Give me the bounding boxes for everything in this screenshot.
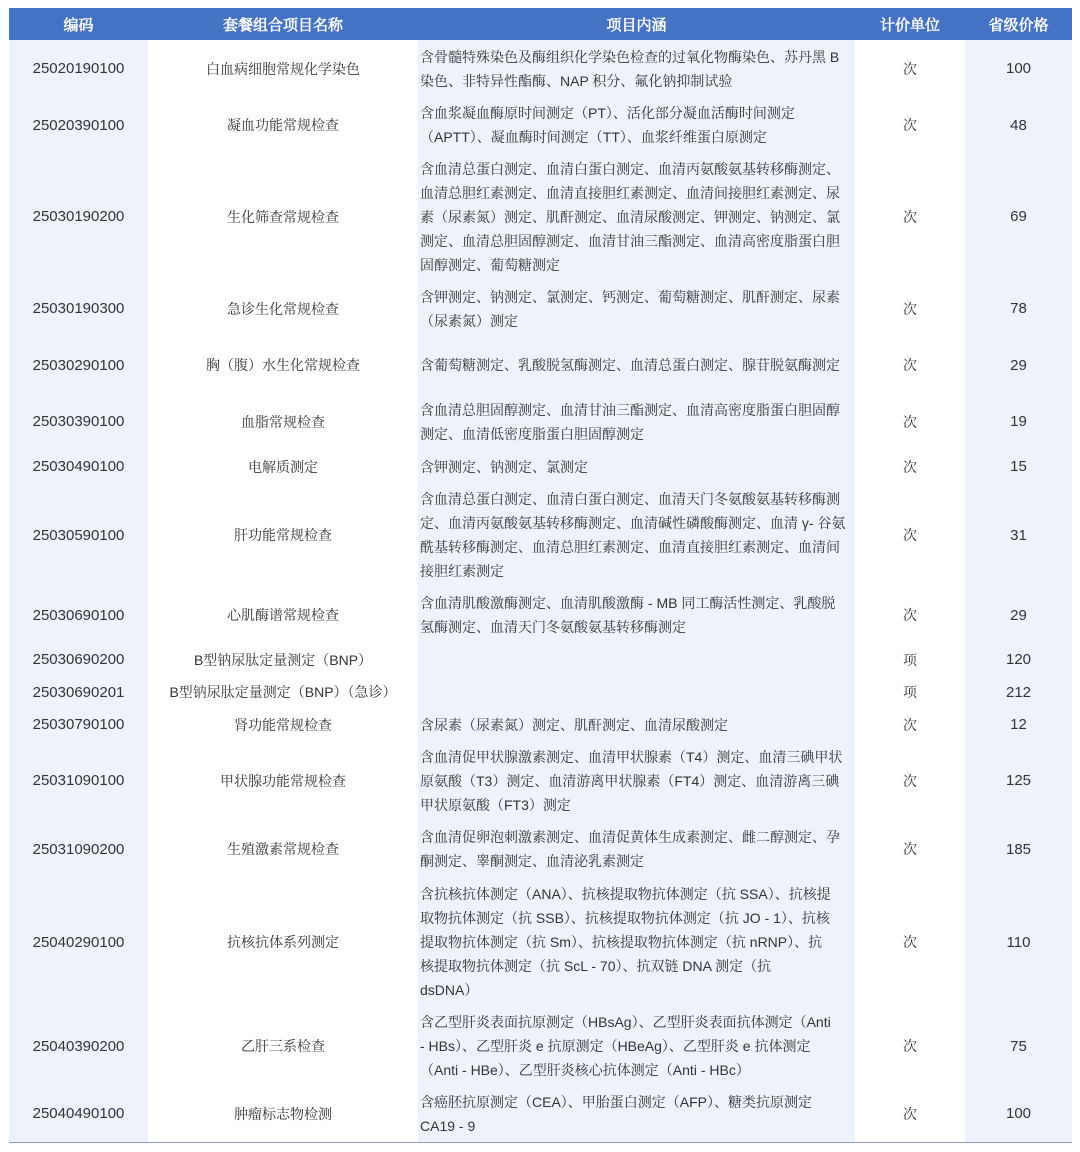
content-line: 含抗核抗体测定（ANA）、抗核提取物抗体测定（抗 SSA）、抗核提: [420, 886, 831, 902]
content-line: 酰基转移酶测定、血清总胆红素测定、血清直接胆红素测定、血清间: [420, 539, 840, 555]
package-name: B型钠尿肽定量测定（BNP）: [148, 643, 418, 676]
pricing-unit: 次: [855, 280, 965, 337]
content-line: 原氨酸（T3）测定、血清游离甲状腺素（FT4）测定、血清游离三碘: [420, 772, 840, 789]
content-line: 含葡萄糖测定、乳酸脱氢酶测定、血清总蛋白测定、腺苷脱氨酶测定: [420, 357, 840, 373]
content-line: 含钾测定、钠测定、氯测定: [420, 458, 588, 475]
pricing-unit: 次: [855, 483, 965, 587]
table-row: [9, 153, 1072, 280]
item-content: [418, 741, 855, 820]
content-line: 含癌胚抗原测定（CEA）、甲胎蛋白测定（AFP）、糖类抗原测定: [420, 1093, 813, 1110]
item-content: [418, 708, 855, 741]
table-row: [9, 97, 1072, 153]
header-content: 项目内涵: [418, 8, 855, 40]
item-code: 25030190200: [9, 153, 148, 280]
content-line: （Anti - HBe）、乙型肝炎核心抗体测定（Anti - HBc）: [420, 1062, 750, 1078]
item-code: 25040390200: [9, 1006, 148, 1086]
item-code: 25030590100: [9, 483, 148, 587]
provincial-price: 48: [965, 97, 1072, 153]
item-content: [418, 97, 855, 153]
package-name: 肝功能常规检查: [148, 483, 418, 587]
table-row: [9, 587, 1072, 643]
header-code: 编码: [9, 8, 148, 40]
pricing-unit: 次: [855, 708, 965, 741]
content-line: 含尿素（尿素氮）测定、肌酐测定、血清尿酸测定: [420, 716, 728, 733]
item-content: [418, 820, 855, 878]
content-line: 含血清总胆固醇测定、血清甘油三酯测定、血清高密度脂蛋白胆固醇: [420, 401, 840, 418]
item-content: [418, 337, 855, 393]
content-line: 含乙型肝炎表面抗原测定（HBsAg）、乙型肝炎表面抗体测定（Anti: [420, 1014, 831, 1030]
item-content: [418, 40, 855, 97]
pricing-unit: 次: [855, 1006, 965, 1086]
item-code: 25030290100: [9, 337, 148, 393]
pricing-unit: 次: [855, 1086, 965, 1142]
content-line: 含钾测定、钠测定、氯测定、钙测定、葡萄糖测定、肌酐测定、尿素: [420, 288, 840, 305]
item-content: [418, 878, 855, 1006]
content-line: 含骨髓特殊染色及酶组织化学染色检查的过氧化物酶染色、苏丹黑 B: [420, 48, 840, 65]
provincial-price: 75: [965, 1006, 1072, 1086]
content-line: 核提取物抗体测定（抗 ScL - 70）、抗双链 DNA 测定（抗: [420, 958, 772, 974]
item-code: 25040490100: [9, 1086, 148, 1142]
package-name: 心肌酶谱常规检查: [148, 587, 418, 643]
provincial-price: 31: [965, 483, 1072, 587]
item-code: 25020390100: [9, 97, 148, 153]
table-row: [9, 1006, 1072, 1086]
item-code: 25030690200: [9, 643, 148, 676]
package-name: B型钠尿肽定量测定（BNP）（急诊）: [148, 676, 418, 708]
pricing-unit: 次: [855, 153, 965, 280]
table-row: [9, 1086, 1072, 1142]
table-row: [9, 708, 1072, 741]
content-line: 含血清肌酸激酶测定、血清肌酸激酶 - MB 同工酶活性测定、乳酸脱: [420, 595, 836, 611]
table-header-row: [9, 8, 1072, 40]
item-content: [418, 1086, 855, 1142]
content-line: 血清总胆红素测定、血清直接胆红素测定、血清间接胆红素测定、尿: [420, 184, 840, 201]
table-row: [9, 450, 1072, 483]
content-line: 取物抗体测定（抗 SSB）、抗核提取物抗体测定（抗 JO - 1）、抗核: [420, 910, 830, 926]
item-code: 25030390100: [9, 393, 148, 450]
package-name: 肾功能常规检查: [148, 708, 418, 741]
content-line: - HBs）、乙型肝炎 e 抗原测定（HBeAg）、乙型肝炎 e 抗体测定: [420, 1038, 811, 1054]
header-unit: 计价单位: [855, 8, 965, 40]
content-line: CA19 - 9: [420, 1117, 476, 1134]
package-name: 生殖激素常规检查: [148, 820, 418, 878]
table-row: [9, 741, 1072, 820]
header-package-name: 套餐组合项目名称: [148, 8, 418, 40]
provincial-price: 125: [965, 741, 1072, 820]
content-line: 固醇测定、葡萄糖测定: [420, 256, 560, 273]
pricing-unit: 次: [855, 393, 965, 450]
price-table: [9, 8, 1072, 1143]
package-name: 急诊生化常规检查: [148, 280, 418, 337]
package-name: 抗核抗体系列测定: [148, 878, 418, 1006]
content-line: dsDNA）: [420, 982, 479, 998]
item-code: 25020190100: [9, 40, 148, 97]
item-code: 25031090100: [9, 741, 148, 820]
item-content: [418, 450, 855, 483]
content-line: 含血浆凝血酶原时间测定（PT）、活化部分凝血活酶时间测定: [420, 105, 795, 121]
content-line: 甲状原氨酸（FT3）测定: [420, 796, 571, 813]
table-row: [9, 337, 1072, 393]
content-line: （APTT）、凝血酶时间测定（TT）、血浆纤维蛋白原测定: [420, 129, 767, 145]
item-content: [418, 643, 855, 676]
content-line: 氢酶测定、血清天门冬氨酸氨基转移酶测定: [420, 619, 686, 635]
pricing-unit: 项: [855, 676, 965, 708]
header-price: 省级价格: [965, 8, 1072, 40]
item-code: 25030690201: [9, 676, 148, 708]
table-row: [9, 40, 1072, 97]
item-code: 25030790100: [9, 708, 148, 741]
table-body: [9, 40, 1072, 1142]
pricing-unit: 项: [855, 643, 965, 676]
content-line: 接胆红素测定: [420, 563, 504, 579]
provincial-price: 15: [965, 450, 1072, 483]
content-line: 含血清总蛋白测定、血清白蛋白测定、血清天门冬氨酸氨基转移酶测: [420, 491, 840, 507]
provincial-price: 185: [965, 820, 1072, 878]
item-code: 25030190300: [9, 280, 148, 337]
package-name: 血脂常规检查: [148, 393, 418, 450]
table-row: [9, 878, 1072, 1006]
content-line: 酮测定、睾酮测定、血清泌乳素测定: [420, 853, 644, 869]
table-row: [9, 393, 1072, 450]
item-code: 25031090200: [9, 820, 148, 878]
content-line: （尿素氮）测定: [420, 312, 518, 329]
content-line: 含血清促甲状腺激素测定、血清甲状腺素（T4）测定、血清三碘甲状: [420, 748, 843, 765]
item-content: [418, 1006, 855, 1086]
item-code: 25040290100: [9, 878, 148, 1006]
provincial-price: 120: [965, 643, 1072, 676]
provincial-price: 29: [965, 337, 1072, 393]
package-name: 乙肝三系检查: [148, 1006, 418, 1086]
pricing-unit: 次: [855, 587, 965, 643]
table-row: [9, 820, 1072, 878]
package-name: 生化筛查常规检查: [148, 153, 418, 280]
content-line: 提取物抗体测定（抗 Sm）、抗核提取物抗体测定（抗 nRNP）、抗: [420, 934, 823, 950]
pricing-unit: 次: [855, 820, 965, 878]
pricing-unit: 次: [855, 741, 965, 820]
package-name: 白血病细胞常规化学染色: [148, 40, 418, 97]
item-content: [418, 676, 855, 708]
item-content: [418, 280, 855, 337]
item-content: [418, 587, 855, 643]
item-content: [418, 483, 855, 587]
content-line: 素（尿素氮）测定、肌酐测定、血清尿酸测定、钾测定、钠测定、氯: [420, 208, 840, 225]
table-row: [9, 643, 1072, 676]
content-line: 测定、血清总胆固醇测定、血清甘油三酯测定、血清高密度脂蛋白胆: [420, 232, 840, 249]
provincial-price: 29: [965, 587, 1072, 643]
provincial-price: 100: [965, 40, 1072, 97]
content-line: 染色、非特异性酯酶、NAP 积分、氟化钠抑制试验: [420, 72, 733, 89]
item-code: 25030690100: [9, 587, 148, 643]
package-name: 电解质测定: [148, 450, 418, 483]
provincial-price: 212: [965, 676, 1072, 708]
content-line: 定、血清丙氨酸氨基转移酶测定、血清碱性磷酸酶测定、血清 γ- 谷氨: [420, 515, 846, 531]
content-line: 含血清总蛋白测定、血清白蛋白测定、血清丙氨酸氨基转移酶测定、: [420, 160, 840, 177]
package-name: 凝血功能常规检查: [148, 97, 418, 153]
table-row: [9, 676, 1072, 708]
item-code: 25030490100: [9, 450, 148, 483]
provincial-price: 69: [965, 153, 1072, 280]
pricing-unit: 次: [855, 450, 965, 483]
pricing-unit: 次: [855, 97, 965, 153]
table-row: [9, 280, 1072, 337]
item-content: [418, 393, 855, 450]
table-row: [9, 483, 1072, 587]
item-content: [418, 153, 855, 280]
package-name: 胸（腹）水生化常规检查: [148, 337, 418, 393]
provincial-price: 100: [965, 1086, 1072, 1142]
package-name: 肿瘤标志物检测: [148, 1086, 418, 1142]
provincial-price: 78: [965, 280, 1072, 337]
provincial-price: 12: [965, 708, 1072, 741]
package-name: 甲状腺功能常规检查: [148, 741, 418, 820]
pricing-unit: 次: [855, 878, 965, 1006]
pricing-unit: 次: [855, 337, 965, 393]
provincial-price: 19: [965, 393, 1072, 450]
content-line: 含血清促卵泡刺激素测定、血清促黄体生成素测定、雌二醇测定、孕: [420, 829, 840, 845]
pricing-unit: 次: [855, 40, 965, 97]
provincial-price: 110: [965, 878, 1072, 1006]
content-line: 测定、血清低密度脂蛋白胆固醇测定: [420, 425, 644, 442]
